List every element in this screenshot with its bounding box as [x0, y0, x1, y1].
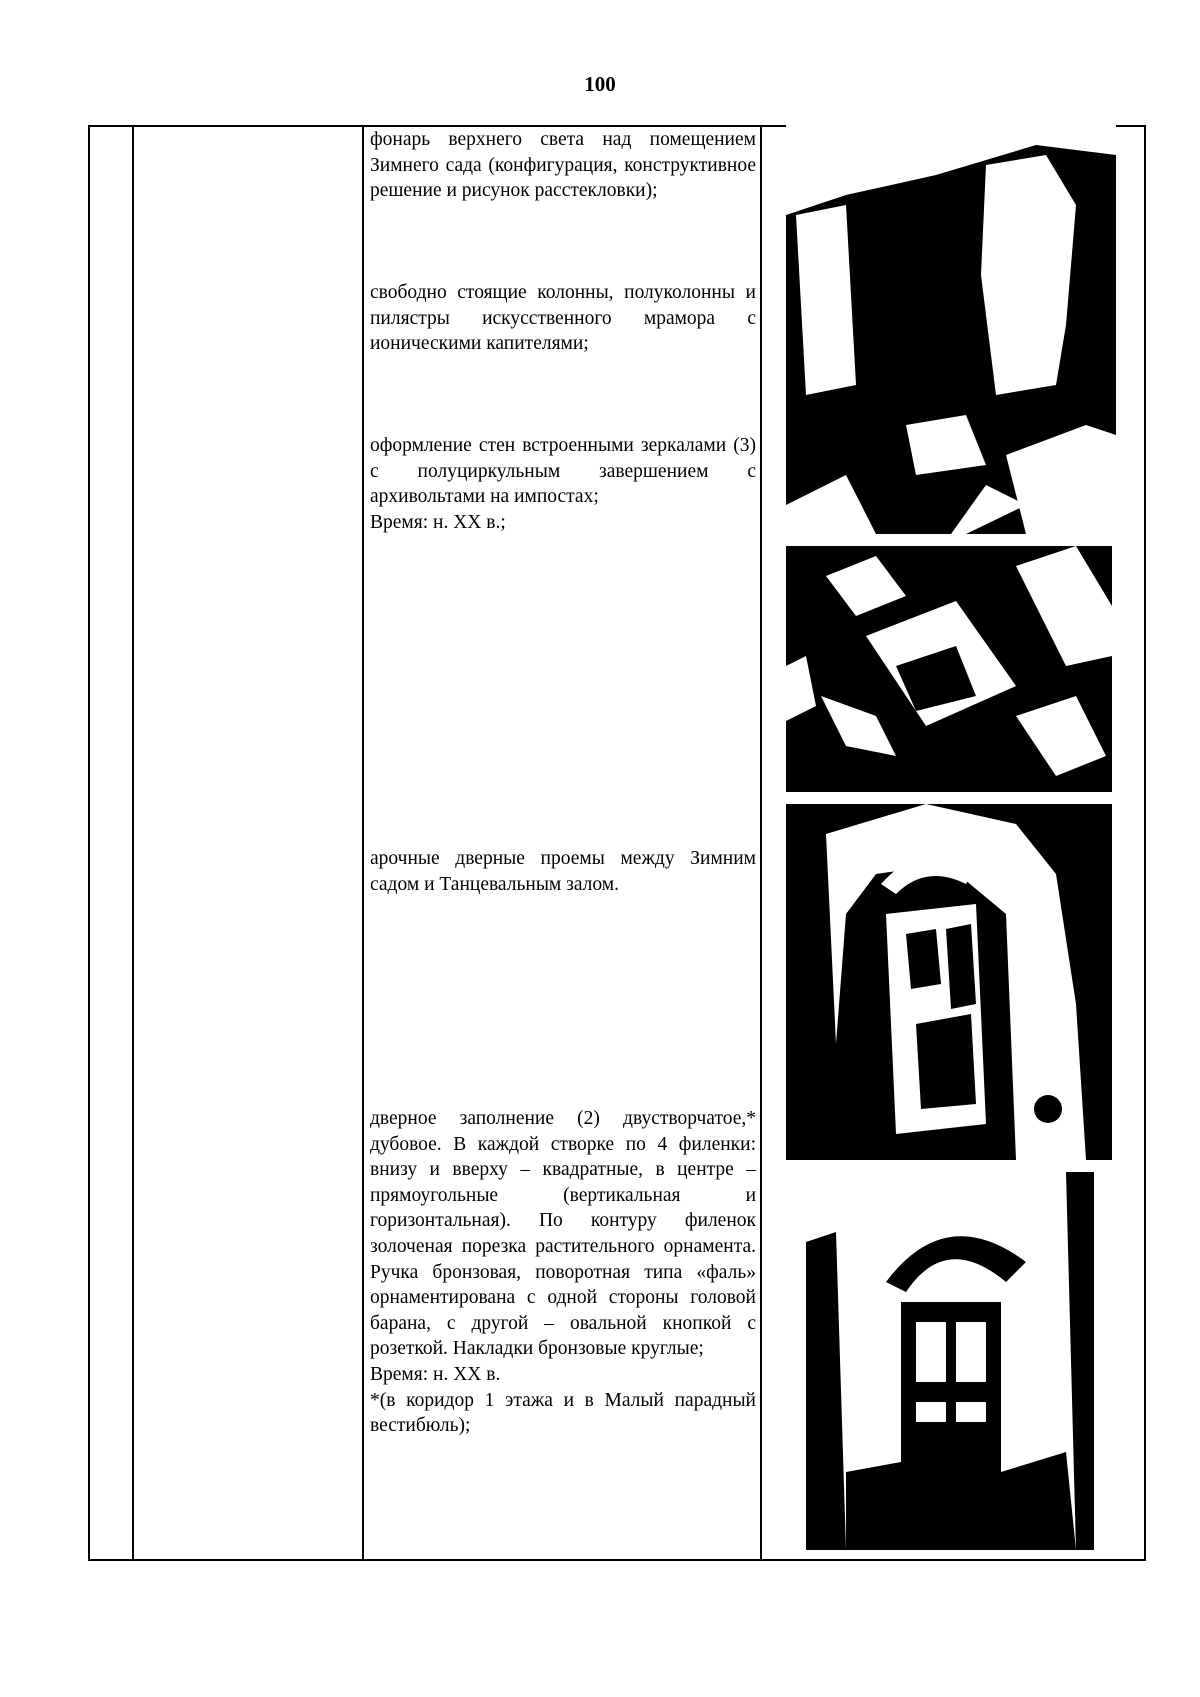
description-cell — [370, 433, 756, 535]
column-divider-3 — [760, 127, 762, 1559]
photo-arched-doorway — [786, 804, 1112, 1160]
entry-mirrors: оформление стен встроенными зеркалами (3) с полуциркульным завершением с архивольтами на импостах; — [370, 435, 756, 508]
entry-door-infill-note: *(в коридор 1 этажа и в Малый парадный вестибюль); — [370, 1389, 756, 1437]
entry-mirrors-time: Время: н. XX в.; — [370, 511, 506, 533]
entry-arched-doorways: арочные дверные проемы между Зимним садом и Танцевальным залом. — [370, 848, 756, 895]
page-number: 100 — [584, 72, 616, 96]
entry-door-infill: дверное заполнение (2) двустворчатое,* дубовое. В каждой створке по 4 филенки: внизу и вверху – квадратные, в центре – прямоугольные (вертикальная и горизонтальная). По контуру филенок золоченая порезка растительного орнамента. Ручка бронзовая, поворотная типа «фаль» орнаментирована с одной стороны головой барана, с другой – овальной кнопкой с розеткой. Накладки бронзовые круглые; — [370, 1108, 756, 1360]
description-cell — [370, 280, 756, 357]
entry-skylight: фонарь верхнего света над помещением Зимнего сада (конфигурация, конструктивное решение и рисунок расстекловки); — [370, 129, 756, 202]
column-divider-2 — [362, 127, 364, 1559]
entry-columns: свободно стоящие колонны, полуколонны и пилястры искусственного мрамора с ионическими капителями; — [370, 282, 756, 355]
entry-door-infill-time: Время: н. XX в. — [370, 1363, 501, 1385]
description-cell — [370, 846, 756, 897]
column-divider-1 — [132, 127, 134, 1559]
description-cell — [370, 127, 756, 204]
photo-skylight — [786, 546, 1112, 792]
photo-double-door — [806, 1172, 1094, 1550]
photo-winter-garden-columns — [786, 125, 1116, 534]
description-cell — [370, 1106, 756, 1439]
